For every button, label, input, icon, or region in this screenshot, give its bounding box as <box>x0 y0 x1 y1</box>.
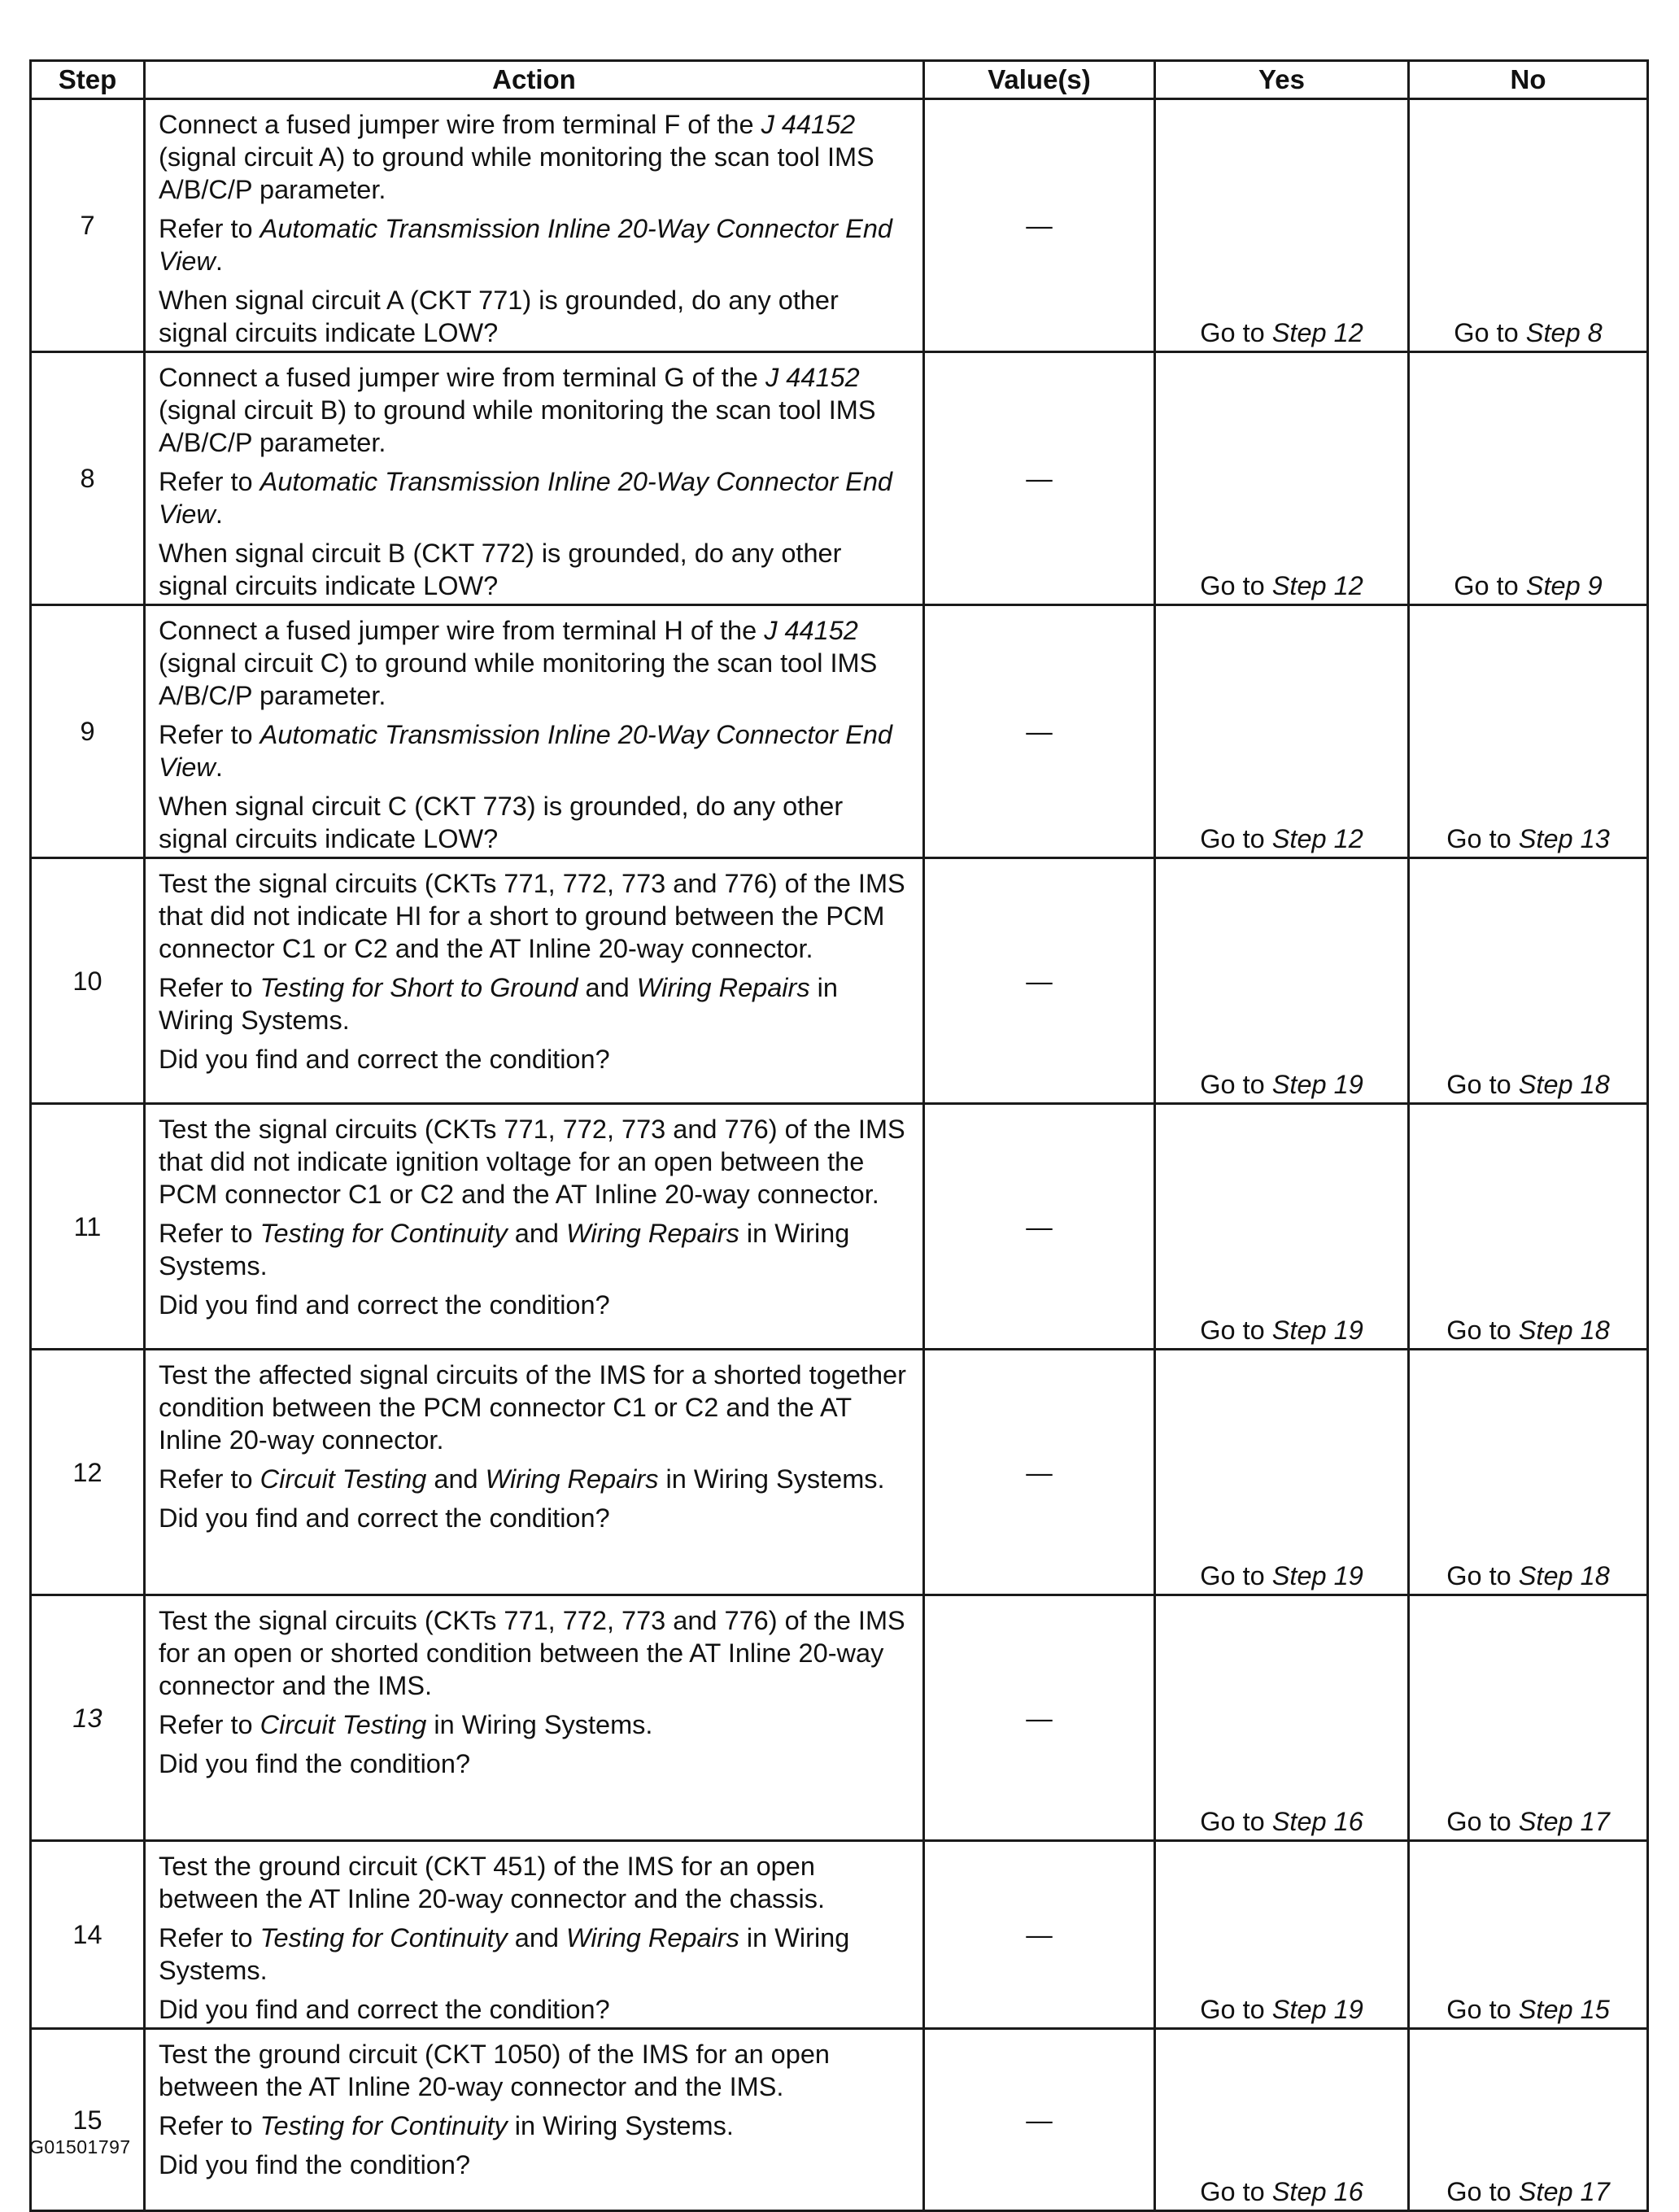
yes-cell <box>1155 1104 1409 1350</box>
action-text: Test the affected signal circuits of the IMS for a shorted together condition between the PCM connector C1 or C2 and the AT Inline 20-way connector. <box>159 1360 906 1455</box>
action-cell <box>145 1595 924 1841</box>
action-paragraph <box>159 1850 913 1915</box>
reference-text: Automatic Transmission Inline 20-Way Connector End View <box>159 720 892 782</box>
action-paragraph <box>159 1463 913 1495</box>
yes-cell <box>1155 605 1409 858</box>
action-text: in Wiring Systems. <box>159 973 838 1035</box>
table-row <box>31 858 1648 1104</box>
yes-goto-text: Go to <box>1200 1315 1272 1345</box>
table-row <box>31 1595 1648 1841</box>
action-text: Did you find and correct the condition? <box>159 1995 610 2024</box>
reference-text: Circuit Testing <box>259 1464 427 1494</box>
yes-goto-text: Go to <box>1200 1807 1272 1836</box>
action-paragraph <box>159 1747 913 1780</box>
action-text: Did you find and correct the condition? <box>159 1045 610 1074</box>
yes-cell <box>1155 1595 1409 1841</box>
no-cell <box>1409 605 1648 858</box>
no-step-link: Step 9 <box>1525 571 1603 600</box>
action-cell <box>145 1350 924 1595</box>
action-paragraph <box>159 1502 913 1534</box>
reference-text: Wiring Repairs <box>485 1464 659 1494</box>
yes-cell <box>1155 2029 1409 2211</box>
no-step-link: Step 15 <box>1518 1995 1610 2024</box>
action-text: Did you find and correct the condition? <box>159 1290 610 1320</box>
no-goto-text: Go to <box>1454 571 1526 600</box>
no-goto-text: Go to <box>1446 1315 1519 1345</box>
no-cell <box>1409 2029 1648 2211</box>
table-row <box>31 352 1648 605</box>
action-paragraph <box>159 790 913 855</box>
header-action: Action <box>145 61 924 99</box>
action-paragraph <box>159 1043 913 1075</box>
step-number: 10 <box>31 858 145 1104</box>
no-cell <box>1409 858 1648 1104</box>
table-row <box>31 1841 1648 2029</box>
no-goto-text: Go to <box>1446 2177 1519 2206</box>
diagnostic-table <box>29 59 1649 2212</box>
action-text: Test the ground circuit (CKT 451) of the IMS for an open between the AT Inline 20-way connector and the chassis. <box>159 1852 826 1913</box>
no-cell <box>1409 1350 1648 1595</box>
reference-text: Automatic Transmission Inline 20-Way Connector End View <box>159 467 892 529</box>
action-text: Did you find the condition? <box>159 1749 471 1778</box>
no-goto-text: Go to <box>1446 1807 1519 1836</box>
header-row <box>31 61 1648 99</box>
value-cell: — <box>924 1841 1155 2029</box>
step-number: 7 <box>31 99 145 352</box>
yes-step-link: Step 19 <box>1271 1995 1363 2024</box>
yes-step-link: Step 16 <box>1271 2177 1363 2206</box>
no-step-link: Step 17 <box>1518 2177 1610 2206</box>
action-text: Connect a fused jumper wire from terminal G of the <box>159 363 766 392</box>
step-number: 14 <box>31 1841 145 2029</box>
action-text: and <box>578 973 637 1002</box>
header-step: Step <box>31 61 145 99</box>
action-text: Test the signal circuits (CKTs 771, 772, 773 and 776) of the IMS that did not indicate HI for a short to ground between the PCM connector C1 or C2 and the AT Inline 20-way connector. <box>159 869 905 963</box>
table-row <box>31 605 1648 858</box>
yes-cell <box>1155 1841 1409 2029</box>
yes-goto-text: Go to <box>1200 571 1272 600</box>
action-text: When signal circuit C (CKT 773) is grounded, do any other signal circuits indicate LOW? <box>159 792 844 853</box>
table-row <box>31 1350 1648 1595</box>
no-goto-text: Go to <box>1446 1070 1519 1099</box>
action-cell <box>145 605 924 858</box>
action-text: Test the signal circuits (CKTs 771, 772, 773 and 776) of the IMS that did not indicate ignition voltage for an open between the PCM connector C1 or C2 and the AT Inline 20-way connector. <box>159 1115 905 1209</box>
no-step-link: Step 17 <box>1518 1807 1610 1836</box>
action-paragraph <box>159 1604 913 1702</box>
yes-goto-text: Go to <box>1200 1995 1272 2024</box>
no-goto-text: Go to <box>1446 824 1519 853</box>
action-text: Refer to <box>159 1219 260 1248</box>
action-cell <box>145 1104 924 1350</box>
value-cell: — <box>924 858 1155 1104</box>
action-text: Refer to <box>159 1710 260 1739</box>
action-text: and <box>507 1219 567 1248</box>
header-yes: Yes <box>1155 61 1409 99</box>
value-cell: — <box>924 99 1155 352</box>
yes-step-link: Step 19 <box>1271 1070 1363 1099</box>
action-paragraph <box>159 537 913 602</box>
no-goto-text: Go to <box>1446 1561 1519 1590</box>
yes-cell <box>1155 1350 1409 1595</box>
reference-text: J 44152 <box>764 616 858 645</box>
action-cell <box>145 99 924 352</box>
table-row <box>31 2029 1648 2211</box>
action-paragraph <box>159 718 913 783</box>
action-text: When signal circuit B (CKT 772) is grounded, do any other signal circuits indicate LOW? <box>159 539 842 600</box>
no-cell <box>1409 1104 1648 1350</box>
action-text: . <box>215 500 223 529</box>
yes-step-link: Step 12 <box>1271 824 1363 853</box>
action-paragraph <box>159 614 913 712</box>
reference-text: Testing for Continuity <box>259 1219 508 1248</box>
no-goto-text: Go to <box>1446 1995 1519 2024</box>
value-cell: — <box>924 1595 1155 1841</box>
action-paragraph <box>159 108 913 206</box>
step-number: 11 <box>31 1104 145 1350</box>
yes-goto-text: Go to <box>1200 318 1272 347</box>
yes-step-link: Step 12 <box>1271 318 1363 347</box>
action-text: (signal circuit A) to ground while monitoring the scan tool IMS A/B/C/P parameter. <box>159 142 874 204</box>
action-text: Did you find the condition? <box>159 2150 471 2179</box>
action-paragraph <box>159 1217 913 1282</box>
reference-text: Testing for Short to Ground <box>259 973 578 1002</box>
no-step-link: Step 18 <box>1518 1561 1610 1590</box>
action-text: Connect a fused jumper wire from terminal H of the <box>159 616 765 645</box>
action-text: Test the ground circuit (CKT 1050) of the IMS for an open between the AT Inline 20-way connector and the IMS. <box>159 2040 830 2101</box>
action-paragraph <box>159 212 913 277</box>
header-values: Value(s) <box>924 61 1155 99</box>
action-text: Refer to <box>159 1464 260 1494</box>
action-text: in Wiring Systems. <box>159 1219 850 1281</box>
action-text: . <box>215 247 223 276</box>
action-paragraph <box>159 1922 913 1987</box>
action-text: and <box>426 1464 486 1494</box>
reference-text: J 44152 <box>761 110 856 139</box>
step-number: 12 <box>31 1350 145 1595</box>
value-cell: — <box>924 1104 1155 1350</box>
value-cell: — <box>924 605 1155 858</box>
step-number: 13 <box>31 1595 145 1841</box>
action-paragraph <box>159 971 913 1036</box>
yes-step-link: Step 19 <box>1271 1561 1363 1590</box>
table-body <box>31 99 1648 2211</box>
no-cell <box>1409 1595 1648 1841</box>
value-cell: — <box>924 352 1155 605</box>
no-step-link: Step 13 <box>1518 824 1610 853</box>
yes-cell <box>1155 352 1409 605</box>
action-text: in Wiring Systems. <box>658 1464 885 1494</box>
action-paragraph <box>159 2149 913 2181</box>
no-goto-text: Go to <box>1454 318 1526 347</box>
action-text: Did you find and correct the condition? <box>159 1503 610 1533</box>
figure-id: G01501797 <box>29 2136 131 2157</box>
yes-goto-text: Go to <box>1200 1070 1272 1099</box>
action-text: . <box>215 753 223 782</box>
no-step-link: Step 18 <box>1518 1070 1610 1099</box>
action-text: When signal circuit A (CKT 771) is grounded, do any other signal circuits indicate LOW? <box>159 286 839 347</box>
action-text: Refer to <box>159 1923 260 1952</box>
reference-text: Automatic Transmission Inline 20-Way Connector End View <box>159 214 892 276</box>
reference-text: Wiring Repairs <box>566 1923 739 1952</box>
reference-text: Wiring Repairs <box>566 1219 739 1248</box>
yes-goto-text: Go to <box>1200 2177 1272 2206</box>
action-cell <box>145 2029 924 2211</box>
yes-goto-text: Go to <box>1200 824 1272 853</box>
table-row <box>31 99 1648 352</box>
action-text: (signal circuit C) to ground while monitoring the scan tool IMS A/B/C/P parameter. <box>159 648 878 710</box>
action-text: Refer to <box>159 214 260 243</box>
no-step-link: Step 8 <box>1525 318 1603 347</box>
yes-cell <box>1155 99 1409 352</box>
action-text: (signal circuit B) to ground while monitoring the scan tool IMS A/B/C/P parameter. <box>159 395 876 457</box>
yes-step-link: Step 16 <box>1271 1807 1363 1836</box>
action-cell <box>145 858 924 1104</box>
action-text: Refer to <box>159 2111 260 2140</box>
value-cell: — <box>924 1350 1155 1595</box>
action-paragraph <box>159 1708 913 1741</box>
action-text: Test the signal circuits (CKTs 771, 772, 773 and 776) of the IMS for an open or shorted condition between the AT Inline 20-way connector and the IMS. <box>159 1606 905 1700</box>
action-cell <box>145 352 924 605</box>
action-cell <box>145 1841 924 2029</box>
action-text: and <box>507 1923 567 1952</box>
action-paragraph <box>159 867 913 965</box>
step-number: 8 <box>31 352 145 605</box>
action-text: in Wiring Systems. <box>159 1923 850 1985</box>
no-cell <box>1409 1841 1648 2029</box>
action-paragraph <box>159 1993 913 2026</box>
reference-text: J 44152 <box>765 363 860 392</box>
reference-text: Circuit Testing <box>259 1710 427 1739</box>
action-paragraph <box>159 2038 913 2103</box>
no-cell <box>1409 352 1648 605</box>
header-no: No <box>1409 61 1648 99</box>
action-text: Refer to <box>159 720 260 749</box>
reference-text: Wiring Repairs <box>636 973 810 1002</box>
step-number: 15 <box>31 2029 145 2211</box>
action-text: in Wiring Systems. <box>426 1710 653 1739</box>
action-text: in Wiring Systems. <box>507 2111 734 2140</box>
no-step-link: Step 18 <box>1518 1315 1610 1345</box>
action-paragraph <box>159 1289 913 1321</box>
action-text: Connect a fused jumper wire from terminal F of the <box>159 110 761 139</box>
action-paragraph <box>159 284 913 349</box>
action-paragraph <box>159 1359 913 1456</box>
step-number: 9 <box>31 605 145 858</box>
action-paragraph <box>159 361 913 459</box>
action-text: Refer to <box>159 973 260 1002</box>
reference-text: Testing for Continuity <box>259 1923 508 1952</box>
action-paragraph <box>159 465 913 530</box>
no-cell <box>1409 99 1648 352</box>
value-cell: — <box>924 2029 1155 2211</box>
reference-text: Testing for Continuity <box>259 2111 508 2140</box>
yes-step-link: Step 12 <box>1271 571 1363 600</box>
yes-step-link: Step 19 <box>1271 1315 1363 1345</box>
table-row <box>31 1104 1648 1350</box>
yes-cell <box>1155 858 1409 1104</box>
action-paragraph <box>159 1113 913 1211</box>
action-text: Refer to <box>159 467 260 496</box>
yes-goto-text: Go to <box>1200 1561 1272 1590</box>
action-paragraph <box>159 2109 913 2142</box>
